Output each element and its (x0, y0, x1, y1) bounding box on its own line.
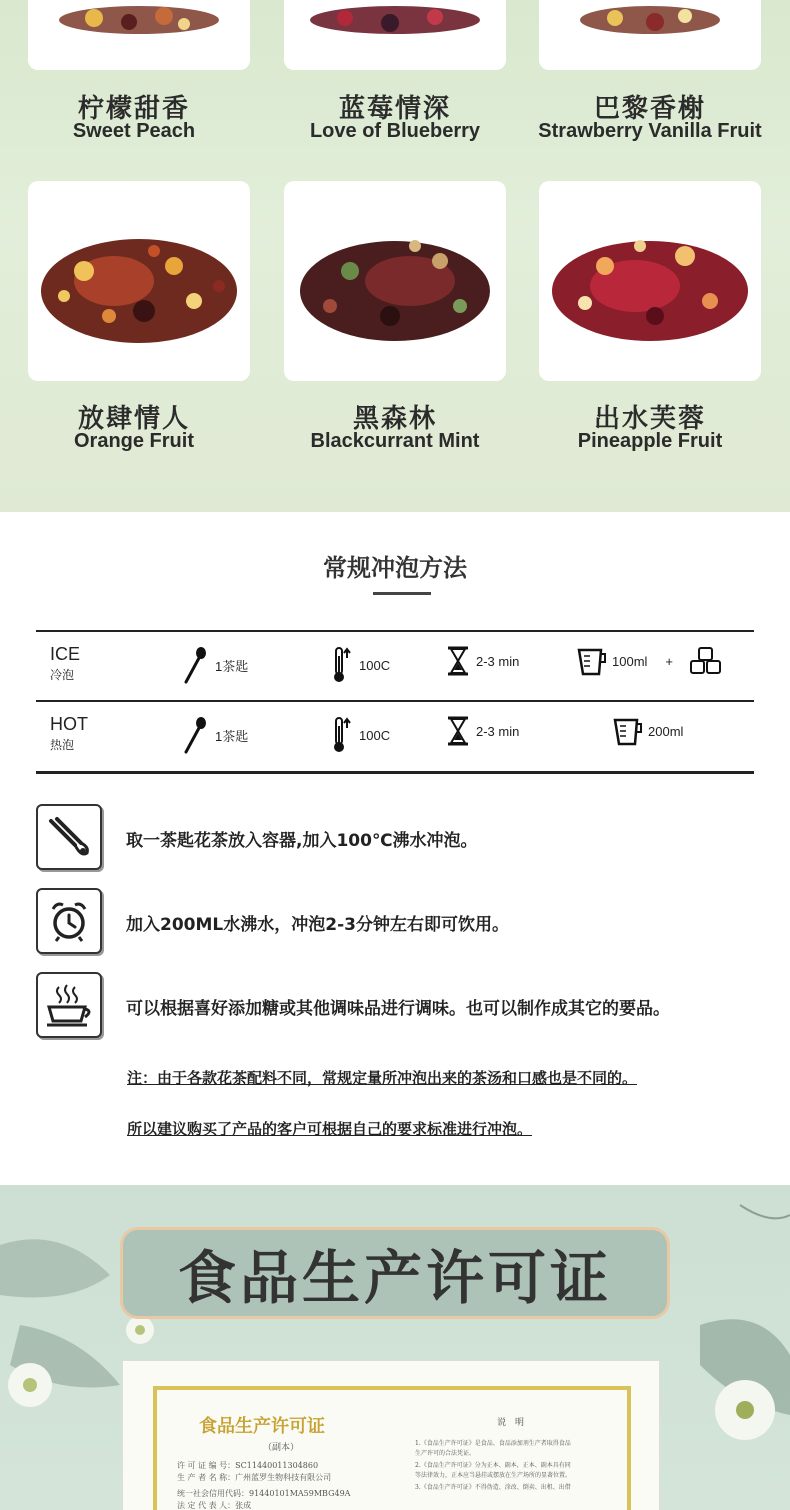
document-right-line: 3.《食品生产许可证》不得伪造、涂改、倒卖、出租、出借 (415, 1484, 571, 1491)
measuring-cup-icon (576, 646, 606, 676)
brew-row-ice (36, 632, 754, 698)
water-value: 100ml (612, 653, 648, 669)
tea-grid-section (0, 0, 790, 512)
tea-name-cn: 蓝莓情深 (338, 94, 451, 124)
step-3 (36, 972, 776, 1038)
document-right-line: 2.《食品生产许可证》分为正本、副本，正本、副本具有同 (415, 1462, 571, 1469)
document-right-line: 生产许可的合法凭证。 (415, 1450, 476, 1457)
title-underline (373, 592, 431, 595)
tea-name-en: Sweet Peach (72, 120, 196, 142)
row-label-en: ICE (50, 644, 81, 664)
tea-image-blueberry[interactable] (284, 0, 506, 70)
temp-cell (331, 716, 390, 754)
tea-name-en: Orange Fruit (73, 430, 194, 452)
row-label (50, 644, 80, 683)
thermometer-icon (331, 646, 353, 684)
tea-leaves-image (290, 0, 500, 40)
water-value: 200ml (648, 723, 684, 739)
step-text: 可以根据喜好添加糖或其他调味品进行调味。也可以制作成其它的要品。 (126, 999, 670, 1019)
step-text: 加入200ML水沸水，冲泡2-3分钟左右即可饮用。 (126, 915, 509, 935)
time-cell (446, 716, 519, 746)
tea-cup-icon (43, 981, 95, 1029)
tongs-icon (45, 813, 93, 861)
time-value: 2-3 min (476, 723, 520, 739)
tea-leaves-image (34, 0, 244, 40)
document-title: 食品生产许可证 (199, 1416, 325, 1437)
tea-image-sweet-peach[interactable] (28, 0, 250, 70)
note-line-2: 所以建议购买了产品的客户可根据自己的要求标准进行冲泡。 (127, 1120, 533, 1138)
water-cell (576, 646, 723, 676)
document-line: 统一社会信用代码：91440101MA59MBG49A (177, 1489, 351, 1498)
method-title: 常规冲泡方法 (323, 554, 467, 582)
row-label-cn: 冷泡 (50, 668, 75, 682)
spoon-cell (181, 646, 248, 684)
spoon-amount: 1茶匙 (215, 728, 249, 744)
tea-name-cn: 黑森林 (352, 404, 437, 434)
tea-name-en: Strawberry Vanilla Fruit (538, 120, 762, 142)
tea-image-blackcurrant-mint[interactable] (284, 181, 506, 381)
tea-image-strawberry-vanilla[interactable] (539, 0, 761, 70)
tea-leaves-image (290, 211, 500, 351)
measuring-cup-icon (612, 716, 642, 746)
spoon-icon (181, 646, 209, 684)
tea-name-cn: 放肆情人 (77, 404, 190, 434)
water-cell (612, 716, 683, 746)
spoon-cell (181, 716, 248, 754)
temp-value: 100C (359, 727, 391, 743)
tea-name-cn: 柠檬甜香 (77, 94, 190, 124)
step-1 (36, 804, 776, 870)
hourglass-icon (446, 646, 470, 676)
thermometer-icon (331, 716, 353, 754)
time-value: 2-3 min (476, 653, 520, 669)
brew-row-hot (36, 702, 754, 768)
document-line: 生 产 者 名 称：广州蓝罗生物科技有限公司 (177, 1473, 332, 1482)
row-label-cn: 热泡 (50, 738, 75, 752)
step-icon (36, 972, 102, 1038)
document-right-line: 1.《食品生产许可证》是食品、食品添加剂生产者取得食品 (415, 1440, 571, 1447)
document-right-title: 说 明 (497, 1418, 525, 1428)
tea-name-cn: 巴黎香榭 (593, 94, 706, 124)
note-line-1: 注：由于各款花茶配料不同，常规定量所冲泡出来的茶汤和口感也是不同的。 (127, 1069, 638, 1087)
hourglass-icon (446, 716, 470, 746)
ice-cubes-icon (689, 647, 723, 675)
table-rule-bottom (36, 771, 754, 774)
temp-cell (331, 646, 390, 684)
row-label-en: HOT (50, 714, 88, 734)
document-right-line: 等法律效力，正本应当悬挂或摆放在生产场所的显著位置。 (415, 1472, 572, 1479)
tea-image-pineapple-fruit[interactable] (539, 181, 761, 381)
plus-sign: + (665, 653, 674, 669)
step-2 (36, 888, 776, 954)
step-icon (36, 888, 102, 954)
tea-leaves-image (545, 211, 755, 351)
tea-name-en: Blackcurrant Mint (310, 430, 480, 452)
document-line: 法 定 代 表 人：张成 (177, 1501, 252, 1510)
license-banner (120, 1227, 670, 1319)
document-border (153, 1386, 631, 1510)
tea-name-cn: 出水芙蓉 (593, 404, 706, 434)
tea-name-en: Pineapple Fruit (577, 430, 723, 452)
spoon-icon (181, 716, 209, 754)
step-text: 取一茶匙花茶放入容器,加入100℃沸水冲泡。 (126, 831, 478, 851)
alarm-clock-icon (45, 897, 93, 945)
spoon-amount: 1茶匙 (215, 658, 249, 674)
tea-leaves-image (34, 211, 244, 351)
document-subtitle: （副本） (263, 1443, 300, 1453)
step-icon (36, 804, 102, 870)
temp-value: 100C (359, 657, 391, 673)
time-cell (446, 646, 519, 676)
tea-name-en: Love of Blueberry (309, 120, 481, 142)
row-label (50, 714, 88, 753)
license-section (0, 1185, 790, 1510)
license-document[interactable] (122, 1360, 660, 1510)
banner-title: 食品生产许可证 (177, 1244, 612, 1312)
tea-leaves-image (545, 0, 755, 40)
tea-image-orange-fruit[interactable] (28, 181, 250, 381)
document-line: 许 可 证 编 号：SC11440011304860 (177, 1461, 319, 1470)
